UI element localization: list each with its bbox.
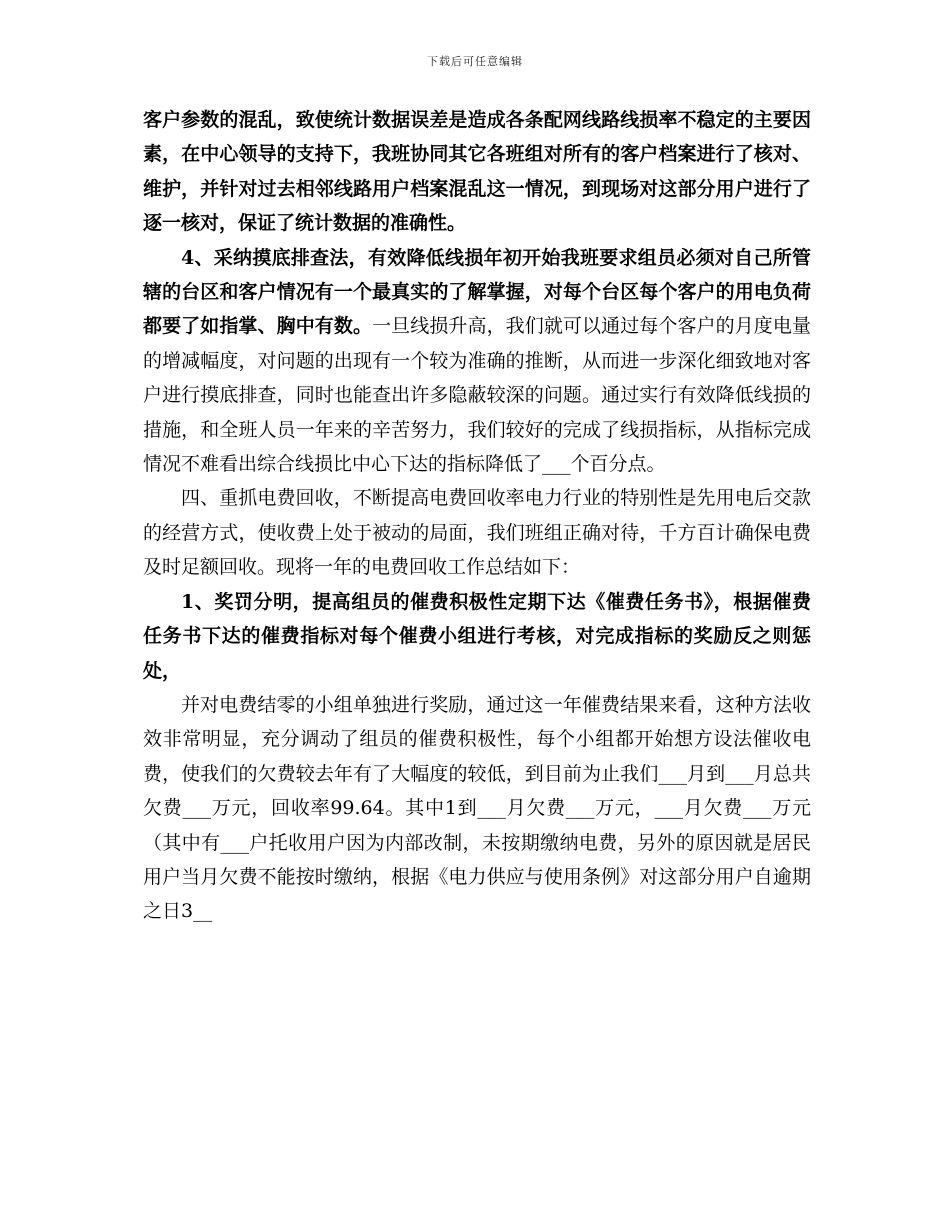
- paragraph-4-bold: 1、奖罚分明，提高组员的催费积极性定期下达《催费任务书》，根据催费任务书下达的催费指标对每个催费小组进行考核，对完成指标的奖励反之则惩处，: [143, 590, 811, 682]
- paragraph-2: [143, 241, 811, 482]
- page-header: 下载后可任意编辑: [427, 55, 523, 68]
- paragraph-2-normal: 一旦线损升高，我们就可以通过每个客户的月度电量的增减幅度，对问题的出现有一个较为准确的推断，从而进一步深化细致地对客户进行摸底排查，同时也能查出许多隐蔽较深的问题。通过实行有效降低线损的措施，和全班人员一年来的辛苦努力，我们较好的完成了线损指标，从指标完成情况不难看出综合线损比中心下达的指标降低了___个百分点。: [143, 315, 811, 476]
- paragraph-3: [143, 481, 811, 584]
- document-body: [143, 103, 811, 929]
- paragraph-2-bold: 4、采纳摸底排查法，有效降低线损年初开始我班要求组员必须对自己所管辖的台区和客户情况有一个最真实的了解掌握，对每个台区每个客户的用电负荷都要了如指掌、胸中有数。: [143, 246, 811, 338]
- paragraph-4: [143, 585, 811, 688]
- paragraph-5: [143, 688, 811, 929]
- paragraph-3-normal: 四、重抓电费回收，不断提高电费回收率电力行业的特别性是先用电后交款的经营方式，使收费上处于被动的局面，我们班组正确对待，千方百计确保电费及时足额回收。现将一年的电费回收工作总结如下：: [143, 487, 811, 579]
- paragraph-1-bold: 客户参数的混乱，致使统计数据误差是造成各条配网线路线损率不稳定的主要因素，在中心领导的支持下，我班协同其它各班组对所有的客户档案进行了核对、维护，并针对过去相邻线路用户档案混乱这一情况，到现场对这部分用户进行了逐一核对，保证了统计数据的准确性。: [143, 109, 811, 235]
- paragraph-1: [143, 103, 811, 241]
- paragraph-5-normal: 并对电费结零的小组单独进行奖励，通过这一年催费结果来看，这种方法收效非常明显，充分调动了组员的催费积极性，每个小组都开始想方设法催收电费，使我们的欠费较去年有了大幅度的较低，到目前为止我们___月到___月总共欠费___万元，回收率99.64。其中1到___月欠费___万元，___月欠费___万元（其中有___户托收用户因为内部改制，未按期缴纳电费，另外的原因就是居民用户当月欠费不能按时缴纳，根据《电力供应与使用条例》对这部分用户自逾期之日3__: [143, 693, 811, 923]
